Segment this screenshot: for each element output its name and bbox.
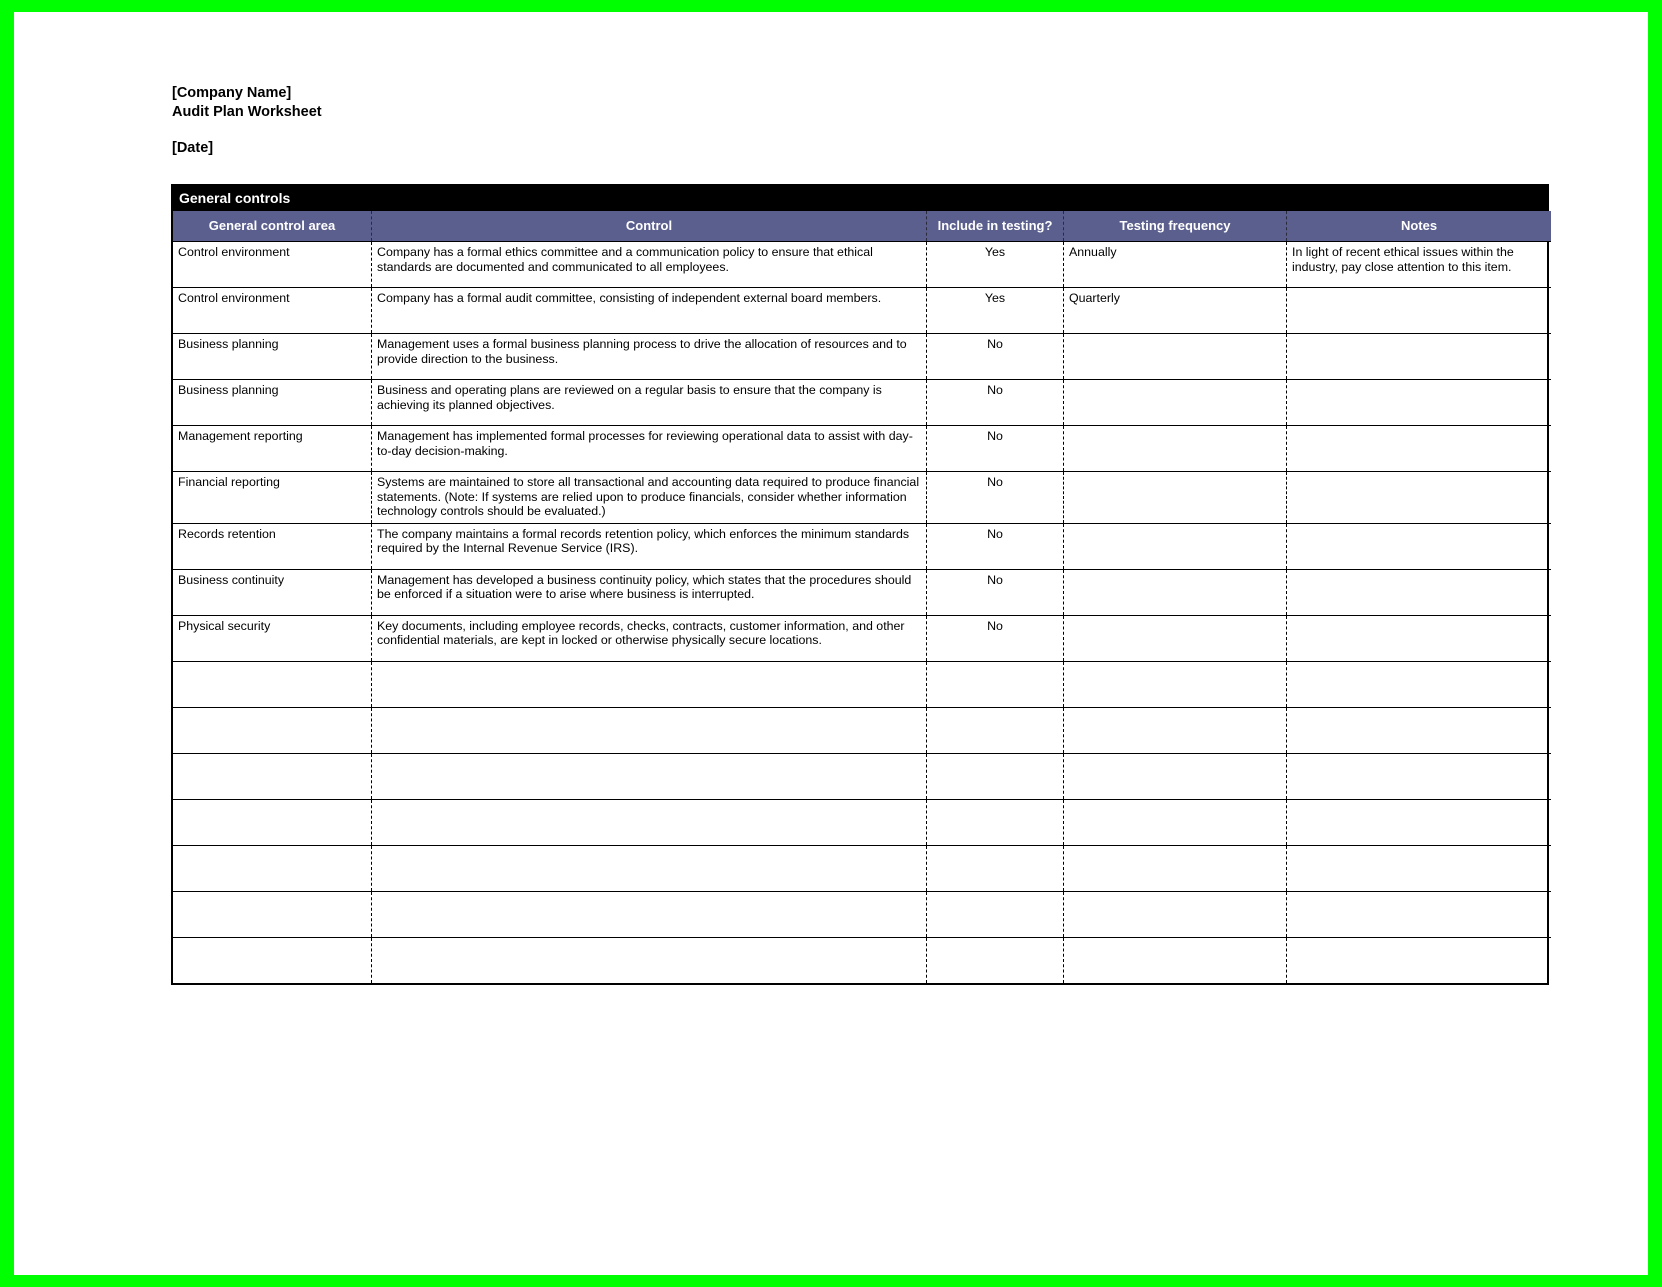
table-row[interactable] bbox=[173, 753, 1551, 799]
cell-include[interactable] bbox=[927, 799, 1064, 845]
cell-control[interactable]: Management has developed a business continuity policy, which states that the procedures should be enforced if a situation were to arise where business is interrupted. bbox=[372, 569, 927, 615]
column-header-notes: Notes bbox=[1287, 211, 1552, 242]
cell-notes[interactable] bbox=[1287, 891, 1552, 937]
cell-area[interactable] bbox=[173, 891, 372, 937]
cell-frequency[interactable] bbox=[1064, 472, 1287, 524]
worksheet-page bbox=[14, 12, 1648, 1275]
cell-control[interactable]: Systems are maintained to store all transactional and accounting data required to produce financial statements. (Note: If systems are relied upon to produce financials, consider whether information technology controls should be evaluated.) bbox=[372, 472, 927, 524]
table-row[interactable] bbox=[173, 661, 1551, 707]
cell-frequency[interactable] bbox=[1064, 569, 1287, 615]
table-row[interactable] bbox=[173, 288, 1551, 334]
cell-frequency[interactable]: Annually bbox=[1064, 242, 1287, 288]
table-row[interactable] bbox=[173, 799, 1551, 845]
table-row[interactable] bbox=[173, 380, 1551, 426]
cell-notes[interactable] bbox=[1287, 334, 1552, 380]
table-row[interactable] bbox=[173, 937, 1551, 983]
table-row[interactable] bbox=[173, 707, 1551, 753]
cell-area[interactable]: Business continuity bbox=[173, 569, 372, 615]
cell-include[interactable]: Yes bbox=[927, 288, 1064, 334]
cell-control[interactable]: Company has a formal audit committee, consisting of independent external board members. bbox=[372, 288, 927, 334]
cell-include[interactable] bbox=[927, 891, 1064, 937]
cell-notes[interactable] bbox=[1287, 426, 1552, 472]
cell-include[interactable] bbox=[927, 661, 1064, 707]
cell-notes[interactable] bbox=[1287, 380, 1552, 426]
cell-notes[interactable]: In light of recent ethical issues within the industry, pay close attention to this item. bbox=[1292, 245, 1514, 274]
cell-include[interactable]: No bbox=[927, 426, 1064, 472]
cell-control[interactable] bbox=[372, 661, 927, 707]
table-row[interactable] bbox=[173, 891, 1551, 937]
cell-area[interactable]: Management reporting bbox=[173, 426, 372, 472]
cell-control[interactable]: Company has a formal ethics committee and a communication policy to ensure that ethical standards are documented and communicated to all employees. bbox=[372, 242, 927, 288]
cell-control[interactable]: Business and operating plans are reviewed on a regular basis to ensure that the company is achieving its planned objectives. bbox=[372, 380, 927, 426]
table-row[interactable] bbox=[173, 242, 1551, 288]
cell-include[interactable] bbox=[927, 845, 1064, 891]
cell-control[interactable]: Key documents, including employee records, checks, contracts, customer information, and other confidential materials, are kept in locked or otherwise physically secure locations. bbox=[372, 615, 927, 661]
cell-area[interactable]: Business planning bbox=[173, 380, 372, 426]
cell-area[interactable]: Control environment bbox=[173, 288, 372, 334]
cell-notes[interactable] bbox=[1287, 288, 1552, 334]
cell-control[interactable]: Management has implemented formal processes for reviewing operational data to assist with day-to-day decision-making. bbox=[372, 426, 927, 472]
cell-area[interactable] bbox=[173, 845, 372, 891]
cell-notes[interactable] bbox=[1287, 661, 1552, 707]
cell-area[interactable] bbox=[173, 937, 372, 983]
cell-include[interactable] bbox=[927, 937, 1064, 983]
cell-frequency[interactable] bbox=[1064, 707, 1287, 753]
cell-notes[interactable] bbox=[1287, 799, 1552, 845]
table-row[interactable] bbox=[173, 845, 1551, 891]
column-header-frequency: Testing frequency bbox=[1064, 211, 1287, 242]
table-row[interactable] bbox=[173, 523, 1551, 569]
cell-include[interactable]: No bbox=[927, 472, 1064, 524]
cell-frequency[interactable]: Quarterly bbox=[1064, 288, 1287, 334]
cell-control[interactable] bbox=[372, 707, 927, 753]
cell-notes[interactable] bbox=[1287, 707, 1552, 753]
cell-notes[interactable] bbox=[1287, 523, 1552, 569]
cell-frequency[interactable] bbox=[1064, 753, 1287, 799]
cell-control[interactable] bbox=[372, 753, 927, 799]
cell-include[interactable]: No bbox=[927, 523, 1064, 569]
column-header-include: Include in testing? bbox=[927, 211, 1064, 242]
cell-include[interactable]: No bbox=[927, 334, 1064, 380]
cell-area[interactable]: Financial reporting bbox=[173, 472, 372, 524]
cell-control[interactable] bbox=[372, 799, 927, 845]
company-name: [Company Name] bbox=[172, 85, 292, 101]
cell-include[interactable] bbox=[927, 753, 1064, 799]
cell-notes[interactable] bbox=[1287, 569, 1552, 615]
cell-notes[interactable] bbox=[1287, 937, 1552, 983]
cell-frequency[interactable] bbox=[1064, 523, 1287, 569]
cell-include[interactable] bbox=[927, 707, 1064, 753]
cell-frequency[interactable] bbox=[1064, 937, 1287, 983]
cell-frequency[interactable] bbox=[1064, 661, 1287, 707]
table-row[interactable] bbox=[173, 472, 1551, 524]
cell-include[interactable]: No bbox=[927, 569, 1064, 615]
cell-notes[interactable] bbox=[1287, 472, 1552, 524]
document-date: [Date] bbox=[172, 140, 214, 156]
cell-control[interactable] bbox=[372, 891, 927, 937]
document-header bbox=[172, 84, 1072, 156]
cell-control[interactable] bbox=[372, 845, 927, 891]
cell-area[interactable] bbox=[173, 753, 372, 799]
cell-include[interactable]: No bbox=[927, 615, 1064, 661]
cell-frequency[interactable] bbox=[1064, 380, 1287, 426]
controls-grid bbox=[173, 211, 1551, 983]
cell-area[interactable]: Records retention bbox=[173, 523, 372, 569]
cell-area[interactable] bbox=[173, 661, 372, 707]
cell-area[interactable]: Control environment bbox=[173, 242, 372, 288]
cell-control[interactable] bbox=[372, 937, 927, 983]
cell-notes[interactable] bbox=[1287, 753, 1552, 799]
table-row[interactable] bbox=[173, 426, 1551, 472]
page-title: Audit Plan Worksheet bbox=[172, 104, 322, 120]
table-body bbox=[173, 242, 1551, 983]
cell-frequency[interactable] bbox=[1064, 799, 1287, 845]
table-row[interactable] bbox=[173, 334, 1551, 380]
cell-notes[interactable] bbox=[1287, 615, 1552, 661]
cell-include[interactable]: Yes bbox=[927, 242, 1064, 288]
table-row[interactable] bbox=[173, 615, 1551, 661]
section-title: General controls bbox=[173, 186, 1547, 211]
cell-frequency[interactable] bbox=[1064, 334, 1287, 380]
cell-frequency[interactable] bbox=[1064, 891, 1287, 937]
cell-control[interactable]: Management uses a formal business planning process to drive the allocation of resources and to provide direction to the business. bbox=[372, 334, 927, 380]
table-header-row bbox=[173, 211, 1551, 242]
cell-notes[interactable] bbox=[1287, 845, 1552, 891]
general-controls-table bbox=[171, 184, 1549, 985]
cell-frequency[interactable] bbox=[1064, 426, 1287, 472]
cell-area[interactable] bbox=[173, 707, 372, 753]
cell-area[interactable]: Physical security bbox=[173, 615, 372, 661]
table-row[interactable] bbox=[173, 569, 1551, 615]
column-header-control: Control bbox=[372, 211, 927, 242]
column-header-area: General control area bbox=[173, 211, 372, 242]
cell-frequency[interactable] bbox=[1064, 615, 1287, 661]
cell-area[interactable]: Business planning bbox=[173, 334, 372, 380]
cell-area[interactable] bbox=[173, 799, 372, 845]
cell-frequency[interactable] bbox=[1064, 845, 1287, 891]
cell-control[interactable]: The company maintains a formal records retention policy, which enforces the minimum standards required by the Internal Revenue Service (IRS). bbox=[372, 523, 927, 569]
cell-include[interactable]: No bbox=[927, 380, 1064, 426]
